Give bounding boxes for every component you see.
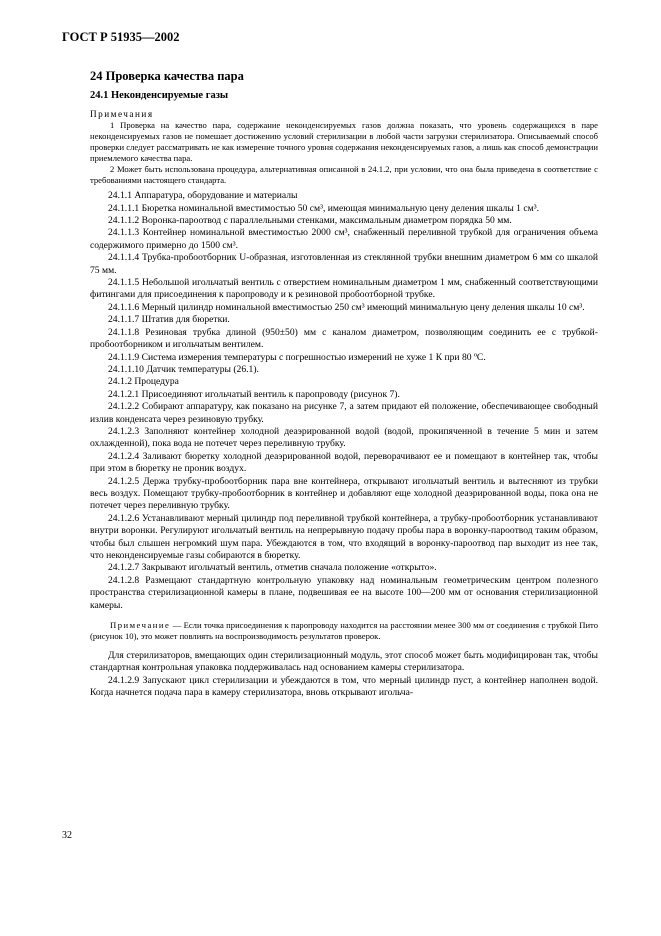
para-24-1-2-8: 24.1.2.8 Размещают стандартную контрольную упаковку над номинальным геометрическим центром полезного пространства стерилизационной камеры в плане, подвешивая ее на высоте 100—200 мм от основания стерилизационной камеры. (90, 574, 598, 611)
para-24-1-2: 24.1.2 Процедура (108, 376, 179, 388)
note-point-text: — Если точка присоединения к паропроводу находится на расстоянии менее 300 мм от соединения с трубкой Пито (рисунок 10), это может повлиять на воспроизводимость результатов проверок. (90, 620, 598, 642)
note-2: 2 Может быть использована процедура, альтернативная описанной в 24.1.2, при условии, что она была приведена в соответствие с требованиями настоящего стандарта. (90, 164, 598, 186)
note-point-label: Примечание (110, 620, 171, 631)
notes-label: Примечания (90, 108, 154, 119)
page-content (90, 70, 598, 700)
subsection-title: 24.1 Неконденсируемые газы (90, 90, 229, 102)
para-24-1-1: 24.1.1 Аппаратура, оборудование и материалы (108, 190, 298, 202)
para-24-1-2-4: 24.1.2.4 Заливают бюретку холодной деаэрированной водой, переворачивают ее и помещают в контейнер так, чтобы при этом в бюретку не проник воздух. (90, 450, 598, 475)
para-24-1-2-5: 24.1.2.5 Держа трубку-пробоотборник пара вне контейнера, открывают игольчатый вентиль и вытесняют из трубки весь воздух. Помещают трубку-пробоотборник в контейнер и добавляют еще холодной деаэрированной воды, пока она не потечет через переливную трубку. (90, 475, 598, 512)
para-24-1-2-2: 24.1.2.2 Собирают аппаратуру, как показано на рисунке 7, а затем придают ей положение, обеспечивающее свободный излив конденсата через резиновую трубку. (90, 401, 598, 425)
para-24-1-2-6: 24.1.2.6 Устанавливают мерный цилиндр под переливной трубкой контейнера, а трубку-пробоотборник устанавливают внутри воронки. Регулируют игольчатый вентиль на непрерывную подачу пробы пара в воронку-пароотвод таким образом, чтобы был слышен негромкий шум пара. Убеждаются в том, что входящий в воронку-пароотвод пар выходит из нее так, что неконденсируемые газы собираются в бюретку. (90, 512, 598, 561)
standard-header: ГОСТ Р 51935—2002 (62, 30, 180, 44)
para-24-1-1-8: 24.1.1.8 Резиновая трубка длиной (950±50) мм с каналом диаметром, позволяющим соединить ее с трубкой-пробоотборником и игольчатым вентилем. (90, 326, 598, 351)
section-title: 24 Проверка качества пара (90, 69, 244, 83)
para-single-module: Для стерилизаторов, вмещающих один стерилизационный модуль, этот способ может быть модифицирован так, чтобы стандартная контрольная упаковка поддерживалась над основанием камеры стерилизатора. (90, 650, 598, 674)
para-24-1-2-9: 24.1.2.9 Запускают цикл стерилизации и убеждаются в том, что мерный цилиндр пуст, а контейнер наполнен водой. Когда начнется подача пара в камеру стерилизатора, вновь открывают игольча- (90, 674, 598, 699)
para-24-1-1-9: 24.1.1.9 Система измерения температуры с погрешностью измерений не хуже 1 К при 80 ºС. (108, 351, 486, 363)
note-point-connection (90, 620, 598, 642)
para-24-1-1-1: 24.1.1.1 Бюретка номинальной вместимостью 50 см³, имеющая минимальную цену деления шкалы 1 см³. (108, 202, 539, 214)
para-24-1-1-5: 24.1.1.5 Небольшой игольчатый вентиль с отверстием номинальным диаметром 1 мм, снабженный соответствующими фитингами для присоединения к паропроводу и к резиновой пробоотборной трубке. (90, 277, 598, 301)
para-24-1-1-10: 24.1.1.10 Датчик температуры (26.1). (108, 363, 259, 375)
page-number: 32 (62, 830, 72, 841)
para-24-1-1-7: 24.1.1.7 Штатив для бюретки. (108, 314, 230, 326)
note-1: 1 Проверка на качество пара, содержание неконденсируемых газов должна показать, что уровень содержащихся в паре неконденсируемых газов не помешает достижению условий стерилизации в любой части загрузки стерилизатора. Описываемый способ проверки следует рассматривать не как измерение точного уровня содержания неконденсируемых газов, а лишь как способ демонстрации приемлемого качества пара. (90, 120, 598, 164)
para-24-1-1-4: 24.1.1.4 Трубка-пробоотборник U-образная, изготовленная из стеклянной трубки внешним диаметром 6 мм со шкалой 75 мм. (90, 252, 598, 276)
para-24-1-1-6: 24.1.1.6 Мерный цилиндр номинальной вместимостью 250 см³ имеющий минимальную цену деления шкалы 10 см³. (108, 301, 585, 313)
para-24-1-2-7: 24.1.2.7 Закрывают игольчатый вентиль, отметив сначала положение «открыто». (108, 562, 437, 574)
para-24-1-1-2: 24.1.1.2 Воронка-пароотвод с параллельными стенками, максимальным диаметром порядка 50 мм. (108, 215, 512, 227)
para-24-1-2-3: 24.1.2.3 Заполняют контейнер холодной деаэрированной водой (водой, прокипяченной в течение 5 мин и затем охлажденной), пока вода не потечет через переливную трубку. (90, 425, 598, 450)
para-24-1-2-1: 24.1.2.1 Присоединяют игольчатый вентиль к паропроводу (рисунок 7). (108, 388, 400, 400)
para-24-1-1-3: 24.1.1.3 Контейнер номинальной вместимостью 2000 см³, снабженный переливной трубкой для ограничения объема содержимого примерно до 1500 см³. (90, 227, 598, 251)
